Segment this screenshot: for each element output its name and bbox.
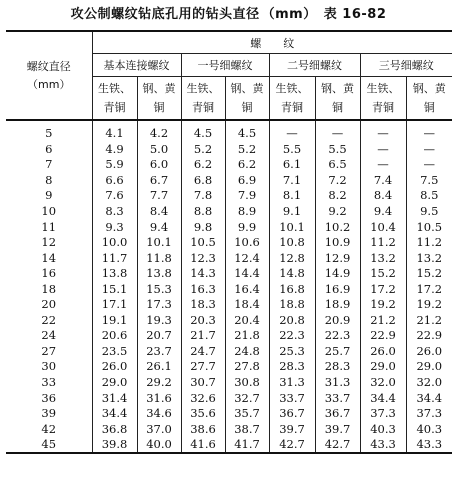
- drill-diameter-cell: 28.3: [315, 359, 360, 375]
- drill-diameter-cell: 6.2: [225, 157, 269, 173]
- drill-diameter-cell: 14.4: [225, 266, 269, 282]
- thread-size-cell: 8: [6, 173, 92, 189]
- drill-diameter-cell: 10.1: [137, 235, 181, 251]
- drill-diameter-cell: 16.3: [181, 281, 225, 297]
- drill-diameter-cell: 19.1: [101, 312, 128, 327]
- thread-size-cell: 10: [6, 204, 92, 220]
- thread-size-cell: 36: [6, 390, 92, 406]
- drill-diameter-cell: 42.7: [315, 437, 360, 454]
- drill-diameter-cell: 4.5: [181, 120, 225, 142]
- drill-diameter-cell: 18.8: [269, 297, 315, 313]
- table-row: [6, 219, 452, 235]
- thread-size-cell: 24: [6, 328, 92, 344]
- table-row: [6, 328, 452, 344]
- drill-diameter-cell: 18.9: [315, 297, 360, 313]
- drill-diameter-cell: 29.2: [137, 375, 181, 391]
- drill-diameter-cell: 6.8: [181, 173, 225, 189]
- drill-diameter-cell: 30.8: [225, 375, 269, 391]
- drill-diameter-cell: 7.6: [105, 188, 124, 203]
- drill-diameter-cell: 5.2: [181, 142, 225, 158]
- thread-size-cell: 18: [6, 281, 92, 297]
- table-row: [6, 313, 452, 329]
- drill-diameter-cell: 35.6: [181, 406, 225, 422]
- thread-size-cell: 27: [6, 344, 92, 360]
- header-material-cast-iron: 生铁、 青铜: [269, 77, 315, 121]
- drill-diameter-cell: 8.9: [225, 204, 269, 220]
- drill-diameter-cell: 41.6: [181, 437, 225, 454]
- drill-diameter-cell: 12.4: [225, 250, 269, 266]
- drill-diameter-cell: 16.9: [315, 281, 360, 297]
- table-number: 表 16-82: [323, 7, 387, 22]
- drill-diameter-cell: 12.3: [181, 250, 225, 266]
- drill-diameter-cell: 8.4: [360, 188, 406, 204]
- table-body: [6, 120, 452, 453]
- drill-diameter-cell: 37.0: [137, 421, 181, 437]
- drill-diameter-cell: 8.2: [315, 188, 360, 204]
- drill-diameter-cell: 9.4: [360, 204, 406, 220]
- drill-diameter-cell: 23.7: [137, 344, 181, 360]
- table-row: [6, 390, 452, 406]
- table-row: [6, 421, 452, 437]
- drill-diameter-cell: 7.7: [137, 188, 181, 204]
- drill-diameter-cell: 17.1: [101, 297, 128, 312]
- drill-diameter-cell: 30.7: [181, 375, 225, 391]
- drill-diameter-cell: 21.2: [406, 313, 452, 329]
- drill-diameter-cell: 38.7: [225, 421, 269, 437]
- drill-diameter-cell: 8.1: [269, 188, 315, 204]
- drill-diameter-cell: 22.9: [406, 328, 452, 344]
- table-row: [6, 188, 452, 204]
- drill-diameter-cell: 9.9: [225, 219, 269, 235]
- table-row: [6, 157, 452, 173]
- drill-diameter-cell: 10.8: [269, 235, 315, 251]
- table-row: [6, 204, 452, 220]
- drill-diameter-cell: 34.6: [137, 406, 181, 422]
- drill-diameter-cell: 34.4: [101, 406, 128, 421]
- table-row: [6, 375, 452, 391]
- drill-diameter-cell: 24.7: [181, 344, 225, 360]
- drill-diameter-cell: 22.3: [315, 328, 360, 344]
- drill-diameter-cell: 40.0: [137, 437, 181, 454]
- drill-diameter-cell: 11.8: [137, 250, 181, 266]
- drill-diameter-cell: 34.4: [360, 390, 406, 406]
- drill-diameter-cell: 19.3: [137, 313, 181, 329]
- table-row: [6, 406, 452, 422]
- drill-diameter-cell: 26.1: [137, 359, 181, 375]
- header-group-fine-2: 二号细螺纹: [269, 54, 360, 77]
- drill-diameter-cell: 10.5: [181, 235, 225, 251]
- drill-diameter-cell: 15.1: [101, 281, 128, 296]
- drill-diameter-cell: 10.0: [101, 235, 128, 250]
- drill-diameter-cell: 21.8: [225, 328, 269, 344]
- drill-diameter-cell: 11.7: [101, 250, 128, 265]
- thread-size-cell: 5: [6, 120, 92, 142]
- drill-diameter-cell: 5.2: [225, 142, 269, 158]
- drill-diameter-cell: 35.7: [225, 406, 269, 422]
- drill-diameter-cell: 7.8: [181, 188, 225, 204]
- drill-diameter-cell: —: [406, 142, 452, 158]
- drill-diameter-cell: 39.7: [315, 421, 360, 437]
- drill-diameter-cell: 6.6: [105, 172, 124, 187]
- drill-diameter-cell: 22.9: [360, 328, 406, 344]
- drill-diameter-cell: 31.6: [137, 390, 181, 406]
- drill-diameter-cell: 14.8: [269, 266, 315, 282]
- drill-diameter-cell: 6.7: [137, 173, 181, 189]
- drill-diameter-cell: 16.4: [225, 281, 269, 297]
- drill-diameter-cell: 9.4: [137, 219, 181, 235]
- drill-diameter-cell: 5.0: [137, 142, 181, 158]
- drill-diameter-cell: 8.4: [137, 204, 181, 220]
- drill-diameter-cell: 10.1: [269, 219, 315, 235]
- drill-diameter-cell: 5.5: [269, 142, 315, 158]
- drill-diameter-cell: 25.7: [315, 344, 360, 360]
- drill-diameter-cell: 11.2: [406, 235, 452, 251]
- drill-diameter-cell: 13.2: [360, 250, 406, 266]
- drill-diameter-cell: 14.9: [315, 266, 360, 282]
- drill-diameter-cell: 9.8: [181, 219, 225, 235]
- drill-diameter-cell: 8.8: [181, 204, 225, 220]
- header-material-steel: 钢、黄 铜: [137, 77, 181, 121]
- drill-diameter-cell: 21.7: [181, 328, 225, 344]
- table-row: [6, 359, 452, 375]
- table-row: [6, 281, 452, 297]
- header-material-cast-iron: 生铁、 青铜: [360, 77, 406, 121]
- drill-diameter-cell: 20.8: [269, 313, 315, 329]
- drill-diameter-cell: 33.7: [269, 390, 315, 406]
- drill-diameter-cell: 8.5: [406, 188, 452, 204]
- drill-diameter-cell: 40.3: [406, 421, 452, 437]
- drill-diameter-table: [6, 30, 452, 454]
- drill-diameter-cell: 7.4: [360, 173, 406, 189]
- drill-diameter-cell: 43.3: [406, 437, 452, 454]
- table-row: [6, 173, 452, 189]
- drill-diameter-cell: 10.2: [315, 219, 360, 235]
- header-material-steel: 钢、黄 铜: [225, 77, 269, 121]
- drill-diameter-cell: 9.5: [406, 204, 452, 220]
- drill-diameter-cell: 37.3: [406, 406, 452, 422]
- thread-size-cell: 12: [6, 235, 92, 251]
- drill-diameter-cell: —: [269, 120, 315, 142]
- drill-diameter-cell: —: [406, 157, 452, 173]
- table-row: [6, 250, 452, 266]
- drill-diameter-cell: 31.4: [101, 390, 128, 405]
- drill-diameter-cell: 32.6: [181, 390, 225, 406]
- drill-diameter-cell: 43.3: [360, 437, 406, 454]
- table-row: [6, 266, 452, 282]
- thread-size-cell: 20: [6, 297, 92, 313]
- drill-diameter-cell: —: [406, 120, 452, 142]
- drill-diameter-cell: 20.3: [181, 313, 225, 329]
- drill-diameter-cell: 28.3: [269, 359, 315, 375]
- drill-diameter-cell: 31.3: [315, 375, 360, 391]
- drill-diameter-cell: 9.1: [269, 204, 315, 220]
- drill-diameter-cell: 7.9: [225, 188, 269, 204]
- drill-diameter-cell: 4.9: [105, 141, 124, 156]
- drill-diameter-cell: 20.4: [225, 313, 269, 329]
- drill-diameter-cell: 6.2: [181, 157, 225, 173]
- drill-diameter-cell: 16.8: [269, 281, 315, 297]
- drill-diameter-cell: 11.2: [360, 235, 406, 251]
- thread-size-cell: 39: [6, 406, 92, 422]
- table-row: [6, 437, 452, 454]
- header-thread-group: 螺 纹: [92, 31, 452, 54]
- drill-diameter-cell: 10.9: [315, 235, 360, 251]
- drill-diameter-cell: 4.1: [105, 126, 124, 141]
- drill-diameter-cell: 40.3: [360, 421, 406, 437]
- drill-diameter-cell: 19.2: [406, 297, 452, 313]
- drill-diameter-cell: 27.7: [181, 359, 225, 375]
- drill-diameter-cell: 20.9: [315, 313, 360, 329]
- drill-diameter-cell: 15.2: [406, 266, 452, 282]
- drill-diameter-cell: 31.3: [269, 375, 315, 391]
- drill-diameter-cell: 36.7: [269, 406, 315, 422]
- drill-diameter-cell: 6.1: [269, 157, 315, 173]
- thread-size-cell: 16: [6, 266, 92, 282]
- drill-diameter-cell: 6.0: [137, 157, 181, 173]
- column-header-thread-diameter: [6, 31, 92, 120]
- drill-diameter-cell: 29.0: [101, 375, 128, 390]
- drill-diameter-cell: 33.7: [315, 390, 360, 406]
- drill-diameter-cell: 23.5: [101, 343, 128, 358]
- drill-diameter-cell: 22.3: [269, 328, 315, 344]
- table-row: [6, 235, 452, 251]
- table-row: [6, 120, 452, 142]
- drill-diameter-cell: 13.8: [137, 266, 181, 282]
- table-row: [6, 297, 452, 313]
- drill-diameter-cell: 39.7: [269, 421, 315, 437]
- drill-diameter-cell: 20.6: [101, 328, 128, 343]
- table-row: [6, 344, 452, 360]
- drill-diameter-cell: 7.2: [315, 173, 360, 189]
- thread-size-cell: 22: [6, 313, 92, 329]
- table-row: [6, 142, 452, 158]
- drill-diameter-cell: 13.2: [406, 250, 452, 266]
- drill-diameter-cell: 42.7: [269, 437, 315, 454]
- drill-diameter-cell: 32.7: [225, 390, 269, 406]
- drill-diameter-cell: 24.8: [225, 344, 269, 360]
- drill-diameter-cell: 18.4: [225, 297, 269, 313]
- drill-diameter-cell: 6.5: [315, 157, 360, 173]
- thread-size-cell: 30: [6, 359, 92, 375]
- drill-diameter-cell: —: [360, 120, 406, 142]
- drill-diameter-cell: 32.0: [406, 375, 452, 391]
- header-material-cast-iron: 生铁、 青铜: [181, 77, 225, 121]
- header-group-basic: 基本连接螺纹: [92, 54, 181, 77]
- drill-diameter-cell: 9.3: [105, 219, 124, 234]
- drill-diameter-cell: 19.2: [360, 297, 406, 313]
- drill-diameter-cell: 10.6: [225, 235, 269, 251]
- drill-diameter-cell: 15.3: [137, 281, 181, 297]
- drill-diameter-cell: 6.9: [225, 173, 269, 189]
- title-unit: （mm）: [261, 7, 317, 22]
- header-material-steel: 钢、黄 铜: [406, 77, 452, 121]
- thread-diameter-unit: （mm）: [27, 77, 71, 91]
- thread-size-cell: 45: [6, 437, 92, 454]
- drill-diameter-cell: 39.8: [92, 437, 137, 454]
- drill-diameter-cell: 26.0: [406, 344, 452, 360]
- drill-diameter-cell: 9.2: [315, 204, 360, 220]
- drill-diameter-cell: 17.3: [137, 297, 181, 313]
- drill-diameter-cell: 38.6: [181, 421, 225, 437]
- table-title: [0, 3, 457, 27]
- thread-size-cell: 6: [6, 142, 92, 158]
- drill-diameter-cell: 10.5: [406, 219, 452, 235]
- drill-diameter-cell: 12.9: [315, 250, 360, 266]
- thread-size-cell: 14: [6, 250, 92, 266]
- thread-size-cell: 33: [6, 375, 92, 391]
- header-material-steel: 钢、黄 铜: [315, 77, 360, 121]
- drill-diameter-cell: —: [360, 142, 406, 158]
- drill-diameter-cell: 8.3: [105, 204, 124, 218]
- drill-diameter-cell: 7.5: [406, 173, 452, 189]
- title-main: 攻公制螺纹钻底孔用的钻头直径: [70, 7, 260, 22]
- drill-diameter-cell: 4.2: [137, 120, 181, 142]
- drill-diameter-cell: 17.2: [360, 281, 406, 297]
- drill-diameter-cell: 14.3: [181, 266, 225, 282]
- drill-diameter-cell: 21.2: [360, 313, 406, 329]
- drill-diameter-cell: 18.3: [181, 297, 225, 313]
- drill-diameter-cell: 5.9: [105, 157, 124, 172]
- drill-diameter-cell: 15.2: [360, 266, 406, 282]
- thread-diameter-label: 螺纹直径: [26, 59, 71, 73]
- drill-diameter-cell: 34.4: [406, 390, 452, 406]
- drill-diameter-cell: 32.0: [360, 375, 406, 391]
- drill-diameter-cell: —: [360, 157, 406, 173]
- thread-size-cell: 11: [6, 219, 92, 235]
- drill-diameter-cell: 29.0: [406, 359, 452, 375]
- drill-diameter-cell: 10.4: [360, 219, 406, 235]
- drill-diameter-cell: 36.7: [315, 406, 360, 422]
- header-group-fine-3: 三号细螺纹: [360, 54, 452, 77]
- drill-diameter-cell: 4.5: [225, 120, 269, 142]
- drill-diameter-cell: 37.3: [360, 406, 406, 422]
- thread-size-cell: 42: [6, 421, 92, 437]
- drill-diameter-cell: 25.3: [269, 344, 315, 360]
- drill-diameter-cell: 13.8: [101, 266, 128, 281]
- thread-size-cell: 9: [6, 188, 92, 204]
- drill-diameter-cell: 5.5: [315, 142, 360, 158]
- drill-diameter-cell: 29.0: [360, 359, 406, 375]
- drill-diameter-cell: 12.8: [269, 250, 315, 266]
- drill-diameter-cell: 27.8: [225, 359, 269, 375]
- drill-diameter-cell: —: [315, 120, 360, 142]
- drill-diameter-cell: 26.0: [101, 359, 128, 374]
- drill-diameter-cell: 7.1: [269, 173, 315, 189]
- drill-diameter-cell: 26.0: [360, 344, 406, 360]
- drill-diameter-cell: 17.2: [406, 281, 452, 297]
- thread-size-cell: 7: [6, 157, 92, 173]
- header-group-fine-1: 一号细螺纹: [181, 54, 269, 77]
- drill-diameter-cell: 36.8: [101, 421, 128, 436]
- drill-diameter-cell: 41.7: [225, 437, 269, 454]
- drill-diameter-cell: 20.7: [137, 328, 181, 344]
- header-material-cast-iron: 生铁、 青铜: [98, 82, 131, 114]
